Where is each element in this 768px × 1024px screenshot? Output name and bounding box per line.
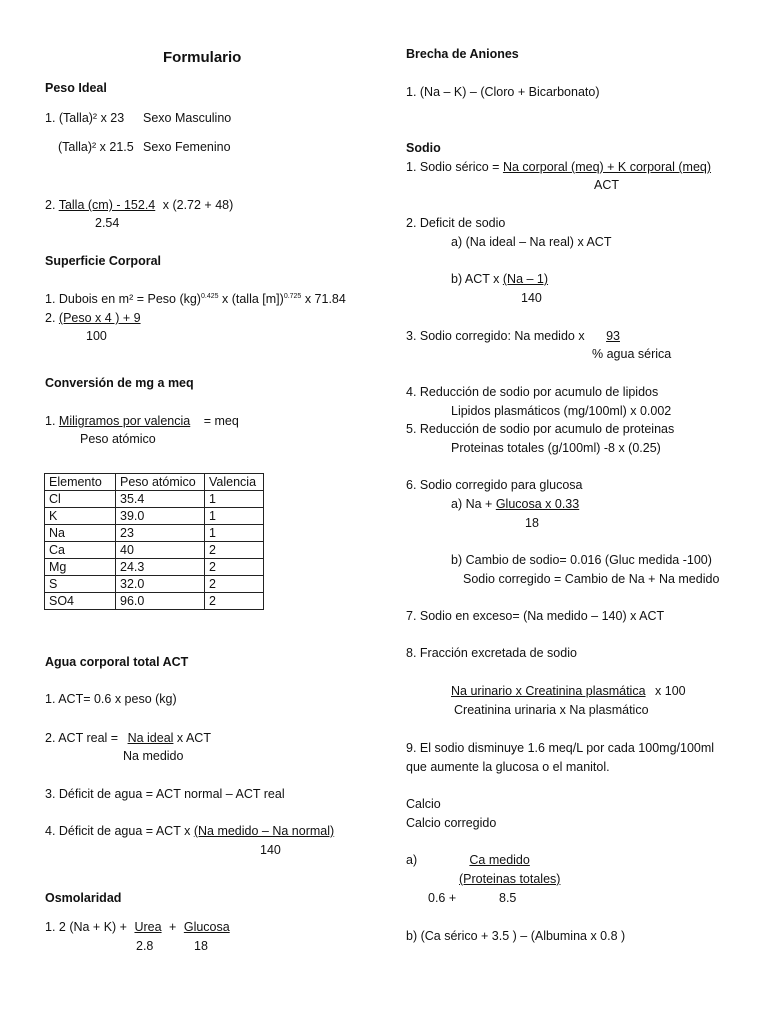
table-cell: 35.4 (116, 491, 205, 508)
osmolaridad-heading: Osmolaridad (45, 891, 122, 905)
reduccion-lipidos-formula: Lipidos plasmáticos (mg/100ml) x 0.002 (451, 404, 672, 418)
table-cell: 32.0 (116, 576, 205, 593)
act-formula-2-denominator: Na medido (123, 749, 184, 763)
sodio-glucosa-a: a) Na + Glucosa x 0.33 (451, 497, 580, 511)
sodio-glucosa-a-denominator: 18 (525, 516, 539, 530)
reduccion-proteinas-heading: 5. Reducción de sodio por acumulo de proteinas (406, 422, 675, 436)
osmolaridad-denominator-glucosa: 18 (194, 939, 208, 953)
table-cell: 96.0 (116, 593, 205, 610)
table-row (45, 508, 264, 525)
calcio-formula-a: a) Ca medido (406, 853, 530, 867)
table-cell: 2 (205, 593, 264, 610)
element-table (44, 473, 264, 610)
sodio-corregido-denominator: % agua sérica (592, 347, 672, 361)
conversion-formula-denominator: Peso atómico (80, 432, 156, 446)
sodio-glucosa-heading: 6. Sodio corregido para glucosa (406, 478, 583, 492)
act-heading: Agua corporal total ACT (45, 655, 189, 669)
sodio-nota-line-1: 9. El sodio disminuye 1.6 meq/L por cada 100mg/100ml (406, 741, 715, 755)
table-row (45, 559, 264, 576)
conversion-heading: Conversión de mg a meq (45, 376, 194, 390)
table-cell: 2 (205, 542, 264, 559)
act-formula-3: 3. Déficit de agua = ACT normal – ACT real (45, 787, 285, 801)
osmolaridad-denominator-urea: 2.8 (136, 939, 154, 953)
table-row (45, 576, 264, 593)
peso-ideal-formula-1b: (Talla)² x 21.5 (58, 140, 134, 154)
peso-ideal-formula-2-denominator: 2.54 (95, 216, 120, 230)
sodio-corregido-formula: 3. Sodio corregido: Na medido x 93 (406, 329, 620, 343)
table-header-cell: Peso atómico (116, 474, 205, 491)
fraccion-excretada-heading: 8. Fracción excretada de sodio (406, 646, 577, 660)
calcio-heading: Calcio (406, 797, 441, 811)
superficie-formula-2: 2. (Peso x 4 ) + 9 (45, 311, 141, 325)
calcio-formula-a-constant: 0.6 + (428, 891, 457, 905)
sodio-nota-line-2: que aumente la glucosa o el manitol. (406, 760, 610, 774)
sodio-heading: Sodio (406, 141, 441, 155)
calcio-corregido-subheading: Calcio corregido (406, 816, 497, 830)
table-row (45, 525, 264, 542)
sodio-exceso-formula: 7. Sodio en exceso= (Na medido – 140) x ACT (406, 609, 665, 623)
dubois-formula: 1. Dubois en m² = Peso (kg)$^{0.425}$ x (talla [m])$^{0.725}$ x 71.84 (45, 292, 346, 306)
calcio-formula-a-divisor: 8.5 (499, 891, 517, 905)
deficit-sodio-a: a) (Na ideal – Na real) x ACT (451, 235, 612, 249)
table-cell: 24.3 (116, 559, 205, 576)
table-cell: Na (45, 525, 116, 542)
deficit-sodio-b-denominator: 140 (521, 291, 542, 305)
peso-ideal-heading: Peso Ideal (45, 81, 107, 95)
peso-ideal-label-1b: Sexo Femenino (143, 140, 231, 154)
table-header-cell: Valencia (205, 474, 264, 491)
superficie-heading: Superficie Corporal (45, 254, 161, 268)
act-formula-4-denominator: 140 (260, 843, 281, 857)
table-cell: 1 (205, 525, 264, 542)
table-cell: SO4 (45, 593, 116, 610)
sodio-serico-formula: 1. Sodio sérico = Na corporal (meq) + K corporal (meq) (406, 160, 712, 174)
table-row (45, 542, 264, 559)
page-title: Formulario (163, 49, 242, 66)
fraccion-excretada-denominator: Creatinina urinaria x Na plasmático (454, 703, 649, 717)
superficie-formula-2-denominator: 100 (86, 329, 107, 343)
sodio-glucosa-b-result: Sodio corregido = Cambio de Na + Na medido (463, 572, 720, 586)
calcio-formula-a-proteinas: (Proteinas totales) (459, 872, 561, 886)
table-cell: Ca (45, 542, 116, 559)
osmolaridad-formula: 1. 2 (Na + K) + Urea + Glucosa (45, 920, 230, 934)
table-cell: 39.0 (116, 508, 205, 525)
peso-ideal-formula-2: 2. Talla (cm) - 152.4 x (2.72 + 48) (45, 198, 234, 212)
conversion-formula: 1. Miligramos por valencia = meq (45, 414, 239, 428)
table-cell: K (45, 508, 116, 525)
act-formula-4: 4. Déficit de agua = ACT x (Na medido – Na normal) (45, 824, 335, 838)
peso-ideal-label-1: Sexo Masculino (143, 111, 232, 125)
calcio-formula-b: b) (Ca sérico + 3.5 ) – (Albumina x 0.8 ) (406, 929, 626, 943)
deficit-sodio-heading: 2. Deficit de sodio (406, 216, 506, 230)
table-row (45, 593, 264, 610)
sodio-glucosa-b: b) Cambio de sodio= 0.016 (Gluc medida -100) (451, 553, 712, 567)
brecha-heading: Brecha de Aniones (406, 47, 519, 61)
table-cell: 2 (205, 576, 264, 593)
table-cell: Cl (45, 491, 116, 508)
deficit-sodio-b: b) ACT x (Na – 1) (451, 272, 549, 286)
fraccion-excretada-formula: Na urinario x Creatinina plasmática x 100 (451, 684, 686, 698)
reduccion-proteinas-formula: Proteinas totales (g/100ml) -8 x (0.25) (451, 441, 661, 455)
table-cell: S (45, 576, 116, 593)
act-formula-1: 1. ACT= 0.6 x peso (kg) (45, 692, 177, 706)
reduccion-lipidos-heading: 4. Reducción de sodio por acumulo de lipidos (406, 385, 659, 399)
table-row (45, 491, 264, 508)
sodio-serico-denominator: ACT (594, 178, 619, 192)
peso-ideal-formula-1: 1. (Talla)² x 23 (45, 111, 125, 125)
table-cell: 23 (116, 525, 205, 542)
table-header-row (45, 474, 264, 491)
table-cell: 1 (205, 491, 264, 508)
table-cell: 40 (116, 542, 205, 559)
table-cell: 2 (205, 559, 264, 576)
table-cell: Mg (45, 559, 116, 576)
table-header-cell: Elemento (45, 474, 116, 491)
table-cell: 1 (205, 508, 264, 525)
act-formula-2: 2. ACT real = Na ideal x ACT (45, 731, 211, 745)
brecha-formula: 1. (Na – K) – (Cloro + Bicarbonato) (406, 85, 600, 99)
